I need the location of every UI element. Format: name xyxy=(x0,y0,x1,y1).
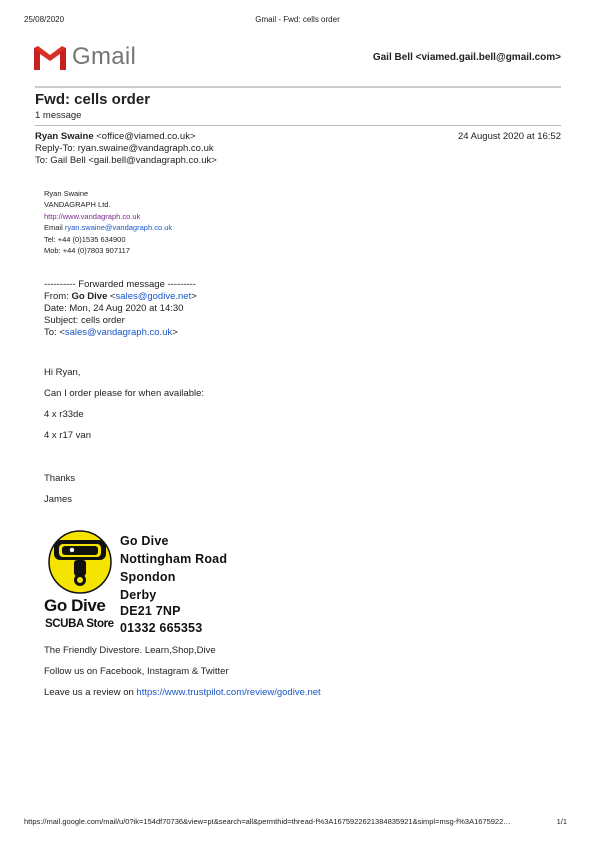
sender-name: Ryan Swaine xyxy=(35,131,94,142)
print-footer-url: https://mail.google.com/mail/u/0?ik=154df70736&view=pt&search=all&permthid=thread-f%3A1675922621384835921&simpl=msg-f%3A1675922… xyxy=(24,817,511,826)
signature-mob: Mob: +44 (0)7803 907117 xyxy=(44,246,130,255)
signature-tel: Tel: +44 (0)1535 634900 xyxy=(44,235,126,244)
body-signoff: James xyxy=(44,494,72,505)
message-divider xyxy=(35,125,561,126)
address-street: Nottingham Road xyxy=(120,552,228,566)
signature-email-link[interactable]: ryan.swaine@vandagraph.co.uk xyxy=(64,223,173,232)
body-thanks: Thanks xyxy=(44,473,76,484)
message-timestamp: 24 August 2020 at 16:52 xyxy=(457,131,561,142)
print-title: Gmail - Fwd: cells order xyxy=(255,15,340,24)
order-item-2: 4 x r17 van xyxy=(44,430,91,441)
forwarded-subject: Subject: cells order xyxy=(44,315,125,326)
print-date: 25/08/2020 xyxy=(24,15,65,24)
print-footer-page: 1/1 xyxy=(556,817,567,826)
address-city: Derby xyxy=(120,588,157,602)
go-dive-review xyxy=(44,687,321,699)
account-label: Gail Bell <viamed.gail.bell@gmail.com> xyxy=(372,52,561,63)
forwarded-to: To: <sales@vandagraph.co.uk> xyxy=(44,327,178,338)
body-greeting: Hi Ryan, xyxy=(44,367,81,378)
gmail-wordmark: Gmail xyxy=(72,43,137,70)
signature-website-link[interactable]: http://www.vandagraph.co.uk xyxy=(44,212,141,221)
signature-name: Ryan Swaine xyxy=(44,189,89,198)
message-from xyxy=(35,131,196,143)
signature-company: VANDAGRAPH Ltd. xyxy=(44,200,111,209)
address-name: Go Dive xyxy=(120,534,169,548)
gmail-envelope-icon xyxy=(34,46,66,70)
scuba-store-logo-text: SCUBA Store xyxy=(45,618,114,630)
address-postcode: DE21 7NP xyxy=(120,604,181,618)
address-phone: 01332 665353 xyxy=(120,621,203,635)
forwarded-date: Date: Mon, 24 Aug 2020 at 14:30 xyxy=(44,303,184,314)
message-count: 1 message xyxy=(35,110,82,121)
signature-email-label: Email xyxy=(44,223,63,232)
trustpilot-link[interactable]: https://www.trustpilot.com/review/godive.net xyxy=(136,687,321,698)
signature-email xyxy=(44,222,172,233)
thread-subject: Fwd: cells order xyxy=(35,91,151,108)
order-item-1: 4 x r33de xyxy=(44,409,84,420)
body-request: Can I order please for when available: xyxy=(44,388,205,399)
message-to: To: Gail Bell <gail.bell@vandagraph.co.uk> xyxy=(35,155,217,166)
gmail-logo[interactable] xyxy=(34,43,137,70)
forwarded-to-label: To: xyxy=(44,327,57,338)
forwarded-from-email-link[interactable]: sales@godive.net xyxy=(115,291,192,302)
header-divider xyxy=(35,86,561,88)
review-label: Leave us a review on xyxy=(44,687,134,698)
go-dive-follow: Follow us on Facebook, Instagram & Twitter xyxy=(44,666,229,677)
forwarded-from: From: Go Dive <sales@godive.net> xyxy=(44,291,197,302)
reply-to: Reply-To: ryan.swaine@vandagraph.co.uk xyxy=(35,143,214,154)
forwarded-header: ---------- Forwarded message --------- xyxy=(44,279,196,290)
forwarded-to-email-link[interactable]: sales@vandagraph.co.uk xyxy=(64,327,173,338)
go-dive-logo-text: Go Dive xyxy=(44,596,106,615)
forwarded-from-label: From: xyxy=(44,291,69,302)
address-town: Spondon xyxy=(120,570,176,584)
go-dive-tagline: The Friendly Divestore. Learn,Shop,Dive xyxy=(44,645,216,656)
go-dive-logo xyxy=(44,530,116,636)
sender-email: <office@viamed.co.uk> xyxy=(96,131,196,142)
forwarded-from-name: Go Dive xyxy=(71,291,108,302)
